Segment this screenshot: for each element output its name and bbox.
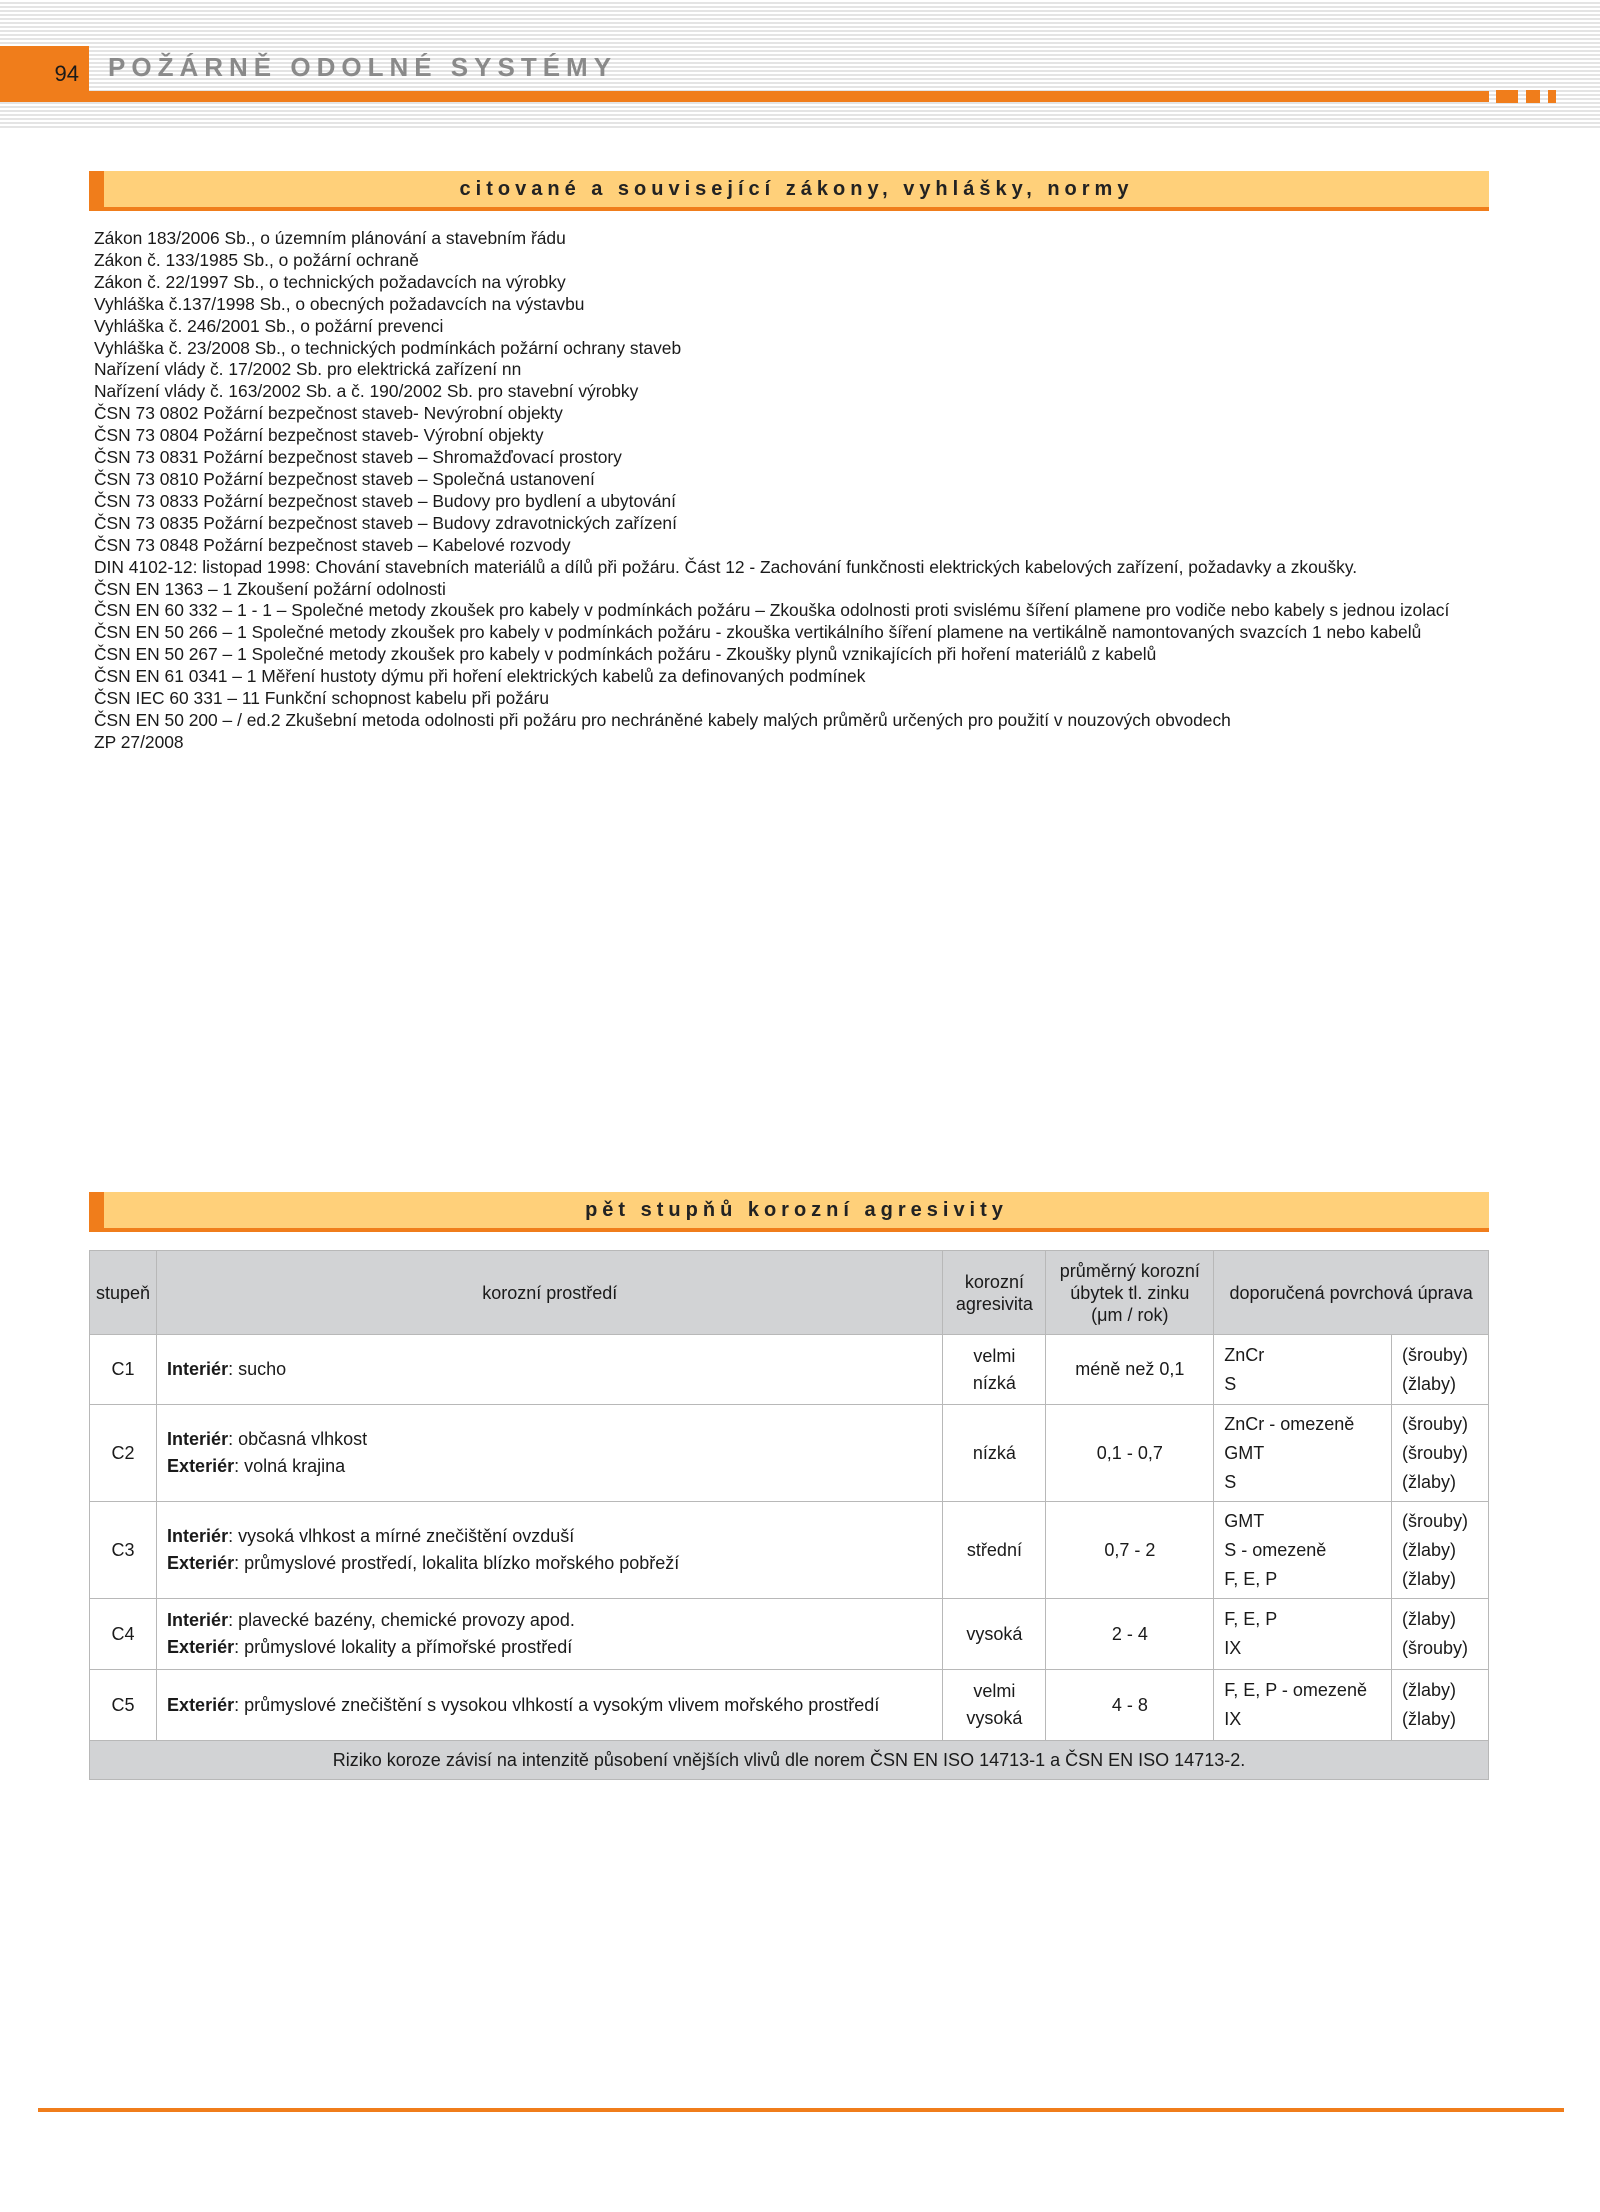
- cell-stupen: C4: [90, 1599, 157, 1670]
- spoj-line: (žlaby): [1402, 1568, 1457, 1589]
- law-item: ČSN 73 0835 Požární bezpečnost staveb – Budovy zdravotnických zařízení: [94, 512, 677, 533]
- cell-prostredi: [157, 1599, 943, 1670]
- section-header-corrosion: [89, 1192, 1489, 1232]
- env-line: [167, 1523, 941, 1550]
- env-label: Interiér: [167, 1526, 229, 1546]
- law-item: ČSN EN 61 0341 – 1 Měření hustoty dýmu při hoření elektrických kabelů za definovaných podmínek: [94, 666, 866, 687]
- page-title: POŽÁRNĚ ODOLNÉ SYSTÉMY: [108, 52, 618, 82]
- env-text: : sucho: [228, 1359, 287, 1379]
- law-item: ČSN 73 0802 Požární bezpečnost staveb- Nevýrobní objekty: [94, 403, 563, 424]
- cell-agresivita: [943, 1670, 1046, 1741]
- uprava-line: IX: [1224, 1638, 1242, 1658]
- env-label: Interiér: [167, 1429, 229, 1449]
- laws-list: [94, 228, 1514, 754]
- cell-uprava: [1214, 1599, 1392, 1670]
- cell-ubytek: 0,1 - 0,7: [1046, 1405, 1214, 1502]
- cell-uprava: [1214, 1670, 1392, 1741]
- uprava-line: S: [1224, 1471, 1237, 1492]
- law-item: ČSN EN 50 200 – / ed.2 Zkušební metoda odolnosti při požáru pro nechráněné kabely malých průměrů určených pro použití v nouzových obvodech: [94, 709, 1231, 730]
- spoj-line: (žlaby): [1402, 1373, 1457, 1394]
- law-item: ČSN 73 0804 Požární bezpečnost staveb- Výrobní objekty: [94, 425, 544, 446]
- law-item: Zákon č. 133/1985 Sb., o požární ochraně: [94, 249, 419, 270]
- cell-ubytek: 2 - 4: [1046, 1599, 1214, 1670]
- header-ubytek: průměrný korozní úbytek tl. zinku (μm / rok): [1046, 1251, 1214, 1335]
- law-item: ČSN EN 1363 – 1 Zkoušení požární odolnosti: [94, 578, 446, 599]
- cell-stupen: C5: [90, 1670, 157, 1741]
- cell-spoj: [1392, 1670, 1489, 1741]
- env-line: [167, 1634, 941, 1661]
- env-text: : občasná vlhkost: [228, 1429, 368, 1449]
- cell-ubytek: méně než 0,1: [1046, 1335, 1214, 1405]
- law-item: Vyhláška č. 246/2001 Sb., o požární prevenci: [94, 315, 444, 336]
- cell-prostredi: [157, 1405, 943, 1502]
- law-item: Zákon 183/2006 Sb., o územním plánování a stavebním řádu: [94, 228, 566, 248]
- law-item: Vyhláška č. 23/2008 Sb., o technických podmínkách požární ochrany staveb: [94, 337, 682, 358]
- table-row: [90, 1502, 1489, 1599]
- section-title: pět stupňů korozní agresivity: [585, 1199, 1008, 1221]
- cell-agresivita: [943, 1335, 1046, 1405]
- env-line: [167, 1692, 941, 1719]
- corrosion-table: [89, 1250, 1489, 1780]
- law-item: Zákon č. 22/1997 Sb., o technických požadavcích na výrobky: [94, 271, 566, 292]
- spoj-line: (žlaby): [1402, 1471, 1457, 1492]
- env-text: : průmyslové znečištění s vysokou vlhkostí a vysokým vlivem mořského prostředí: [234, 1694, 880, 1715]
- cell-prostredi: [157, 1502, 943, 1599]
- uprava-line: F, E, P: [1224, 1609, 1278, 1629]
- agresivita-line: nízká: [972, 1442, 1016, 1463]
- footer-rule: [38, 2108, 1564, 2112]
- agresivita-line: střední: [966, 1539, 1022, 1560]
- env-label: Interiér: [167, 1359, 229, 1379]
- cell-spoj: [1392, 1502, 1489, 1599]
- cell-uprava: [1214, 1405, 1392, 1502]
- cell-stupen: C3: [90, 1502, 157, 1599]
- uprava-line: F, E, P - omezeně: [1224, 1680, 1367, 1700]
- law-item: ČSN 73 0831 Požární bezpečnost staveb – Shromažďovací prostory: [94, 447, 622, 468]
- cell-ubytek: 0,7 - 2: [1046, 1502, 1214, 1599]
- uprava-line: GMT: [1224, 1442, 1265, 1463]
- spoj-line: (šrouby): [1402, 1442, 1469, 1463]
- cell-ubytek: 4 - 8: [1046, 1670, 1214, 1741]
- env-label: Exteriér: [167, 1637, 235, 1657]
- uprava-line: F, E, P: [1224, 1568, 1278, 1589]
- env-text: : vysoká vlhkost a mírné znečištění ovzduší: [228, 1526, 575, 1546]
- section-accent: [89, 171, 104, 207]
- agresivita-line: velmi: [973, 1345, 1016, 1366]
- spoj-line: (žlaby): [1402, 1680, 1457, 1700]
- law-item: ČSN EN 50 266 – 1 Společné metody zkoušek pro kabely v podmínkách požáru - zkouška vertikálního šíření plamene na vertikálně namontovaných svazcích 1 nebo kabelů: [94, 622, 1422, 643]
- env-line: [167, 1426, 941, 1453]
- agresivita-line: vysoká: [966, 1623, 1023, 1644]
- section-header-laws: [89, 171, 1489, 211]
- spoj-line: (šrouby): [1402, 1344, 1469, 1365]
- uprava-line: ZnCr - omezeně: [1224, 1413, 1355, 1434]
- cell-prostredi: [157, 1670, 943, 1741]
- env-label: Exteriér: [167, 1456, 235, 1476]
- table-footnote: Riziko koroze závisí na intenzitě působení vnějších vlivů dle norem ČSN EN ISO 14713-1 a ČSN EN ISO 14713-2.: [90, 1741, 1489, 1780]
- env-text: : volná krajina: [234, 1456, 346, 1476]
- env-line: [167, 1453, 941, 1480]
- spoj-line: (šrouby): [1402, 1510, 1469, 1531]
- env-line: [167, 1550, 941, 1577]
- cell-spoj: [1392, 1599, 1489, 1670]
- spoj-line: (šrouby): [1402, 1413, 1469, 1434]
- agresivita-line: vysoká: [966, 1708, 1023, 1728]
- env-line: [167, 1607, 941, 1634]
- law-item: ČSN 73 0848 Požární bezpečnost staveb – Kabelové rozvody: [94, 534, 571, 555]
- table-header-row: [90, 1251, 1489, 1335]
- table-row: [90, 1405, 1489, 1502]
- table-row: [90, 1599, 1489, 1670]
- law-item: ČSN IEC 60 331 – 11 Funkční schopnost kabelu při požáru: [94, 688, 549, 709]
- cell-prostredi: [157, 1335, 943, 1405]
- law-item: DIN 4102-12: listopad 1998: Chování stavebních materiálů a dílů při požáru. Část 12 - Zachování funkčnosti elektrických kabelových zařízení, požadavky a zkoušky.: [94, 556, 1358, 577]
- header-prostredi: korozní prostředí: [157, 1251, 943, 1335]
- uprava-line: S: [1224, 1373, 1237, 1394]
- spoj-line: (žlaby): [1402, 1609, 1457, 1629]
- env-label: Interiér: [167, 1610, 229, 1630]
- cell-stupen: C2: [90, 1405, 157, 1502]
- agresivita-line: velmi: [973, 1681, 1016, 1701]
- law-item: ČSN 73 0833 Požární bezpečnost staveb – Budovy pro bydlení a ubytování: [94, 490, 676, 511]
- uprava-line: ZnCr: [1224, 1344, 1265, 1365]
- env-text: : plavecké bazény, chemické provozy apod.: [228, 1610, 575, 1630]
- table-row: [90, 1335, 1489, 1405]
- header-stupen: stupeň: [90, 1251, 157, 1335]
- table-footer-row: [90, 1741, 1489, 1780]
- cell-spoj: [1392, 1405, 1489, 1502]
- header-uprava: doporučená povrchová úprava: [1214, 1251, 1489, 1335]
- env-label: Exteriér: [167, 1553, 235, 1573]
- cell-agresivita: [943, 1502, 1046, 1599]
- env-label: Exteriér: [167, 1694, 235, 1715]
- header-agresivita: korozní agresivita: [943, 1251, 1046, 1335]
- agresivita-line: nízká: [972, 1372, 1016, 1393]
- law-item: Nařízení vlády č. 163/2002 Sb. a č. 190/2002 Sb. pro stavební výrobky: [94, 381, 639, 402]
- uprava-line: IX: [1224, 1709, 1242, 1729]
- cell-uprava: [1214, 1335, 1392, 1405]
- law-item: ZP 27/2008: [94, 731, 184, 752]
- cell-stupen: C1: [90, 1335, 157, 1405]
- table-row: [90, 1670, 1489, 1741]
- header-squares: [1496, 90, 1556, 103]
- spoj-line: (žlaby): [1402, 1539, 1457, 1560]
- env-line: [167, 1356, 941, 1383]
- page-number: 94: [0, 46, 89, 102]
- section-title: citované a související zákony, vyhlášky, normy: [459, 178, 1134, 200]
- law-item: ČSN EN 50 267 – 1 Společné metody zkoušek pro kabely v podmínkách požáru - Zkoušky plynů vznikajících při hoření materiálů z kabelů: [94, 644, 1157, 665]
- uprava-line: S - omezeně: [1224, 1539, 1327, 1560]
- law-item: Vyhláška č.137/1998 Sb., o obecných požadavcích na výstavbu: [94, 293, 585, 314]
- section-accent: [89, 1192, 104, 1228]
- spoj-line: (žlaby): [1402, 1709, 1457, 1729]
- cell-agresivita: [943, 1405, 1046, 1502]
- law-item: ČSN EN 60 332 – 1 - 1 – Společné metody zkoušek pro kabely v podmínkách požáru – Zkouška odolnosti proti svislému šíření plamene pro vodiče nebo kabely s jednou izolací: [94, 600, 1450, 621]
- cell-agresivita: [943, 1599, 1046, 1670]
- law-item: ČSN 73 0810 Požární bezpečnost staveb – Společná ustanovení: [94, 468, 595, 489]
- cell-uprava: [1214, 1502, 1392, 1599]
- law-item: Nařízení vlády č. 17/2002 Sb. pro elektrická zařízení nn: [94, 359, 522, 380]
- header-rule: [89, 91, 1489, 102]
- cell-spoj: [1392, 1335, 1489, 1405]
- spoj-line: (šrouby): [1402, 1638, 1469, 1658]
- env-text: : průmyslové lokality a přímořské prostředí: [234, 1637, 573, 1657]
- uprava-line: GMT: [1224, 1510, 1265, 1531]
- env-text: : průmyslové prostředí, lokalita blízko mořského pobřeží: [234, 1553, 680, 1573]
